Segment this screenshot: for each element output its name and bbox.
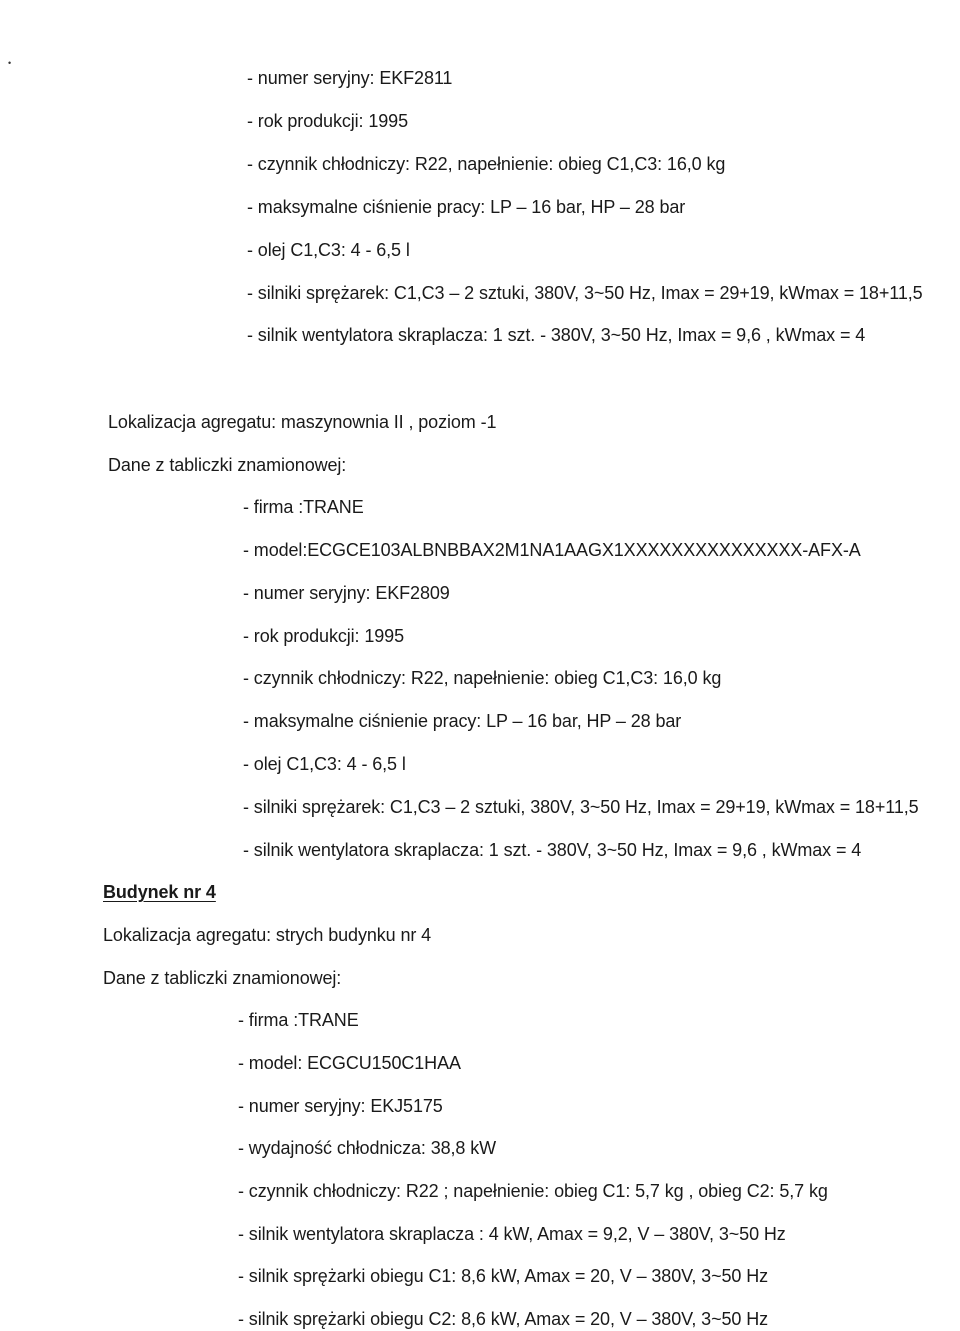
section3-item-compressor-c2: - silnik sprężarki obiegu C2: 8,6 kW, Amax = 20, V – 380V, 3~50 Hz (238, 1309, 769, 1329)
section3-plate-header: Dane z tabliczki znamionowej: (103, 968, 342, 988)
section3-item-compressor-c1: - silnik sprężarki obiegu C1: 8,6 kW, Amax = 20, V – 380V, 3~50 Hz (238, 1266, 769, 1286)
section3-item-brand: - firma :TRANE (238, 1010, 359, 1030)
section2-item-oil: - olej C1,C3: 4 - 6,5 l (243, 754, 406, 774)
section3-item-refrigerant: - czynnik chłodniczy: R22 ; napełnienie: obieg C1: 5,7 kg , obieg C2: 5,7 kg (238, 1181, 828, 1201)
section3-item-capacity: - wydajność chłodnicza: 38,8 kW (238, 1138, 497, 1158)
section3-item-serial: - numer seryjny: EKJ5175 (238, 1096, 443, 1116)
scan-speck: • (8, 58, 12, 68)
section1-item-refrigerant: - czynnik chłodniczy: R22, napełnienie: obieg C1,C3: 16,0 kg (247, 154, 726, 174)
section2-item-refrigerant: - czynnik chłodniczy: R22, napełnienie: obieg C1,C3: 16,0 kg (243, 668, 722, 688)
section2-plate-header: Dane z tabliczki znamionowej: (108, 455, 347, 475)
section2-item-compressors: - silniki sprężarek: C1,C3 – 2 sztuki, 380V, 3~50 Hz, Imax = 29+19, kWmax = 18+11,5 (243, 797, 919, 817)
section1-item-fan-motor: - silnik wentylatora skraplacza: 1 szt. - 380V, 3~50 Hz, Imax = 9,6 , kWmax = 4 (247, 325, 866, 345)
section1-item-pressure: - maksymalne ciśnienie pracy: LP – 16 bar, HP – 28 bar (247, 197, 686, 217)
section1-item-year: - rok produkcji: 1995 (247, 111, 408, 131)
section2-location: Lokalizacja agregatu: maszynownia II , poziom -1 (108, 412, 497, 432)
section2-item-pressure: - maksymalne ciśnienie pracy: LP – 16 bar, HP – 28 bar (243, 711, 682, 731)
section2-item-serial: - numer seryjny: EKF2809 (243, 583, 450, 603)
section3-item-model: - model: ECGCU150C1HAA (238, 1053, 461, 1073)
section3-item-fan-motor: - silnik wentylatora skraplacza : 4 kW, Amax = 9,2, V – 380V, 3~50 Hz (238, 1224, 786, 1244)
section3-location: Lokalizacja agregatu: strych budynku nr 4 (103, 925, 432, 945)
section2-item-year: - rok produkcji: 1995 (243, 626, 404, 646)
section1-item-serial: - numer seryjny: EKF2811 (247, 68, 453, 88)
section2-item-model: - model:ECGCE103ALBNBBAX2M1NA1AAGX1XXXXXXXXXXXXXXX-AFX-A (243, 540, 861, 560)
building-heading: Budynek nr 4 (103, 882, 216, 902)
section2-item-fan-motor: - silnik wentylatora skraplacza: 1 szt. - 380V, 3~50 Hz, Imax = 9,6 , kWmax = 4 (243, 840, 862, 860)
section2-item-brand: - firma :TRANE (243, 497, 364, 517)
section1-item-oil: - olej C1,C3: 4 - 6,5 l (247, 240, 410, 260)
section1-item-compressors: - silniki sprężarek: C1,C3 – 2 sztuki, 380V, 3~50 Hz, Imax = 29+19, kWmax = 18+11,5 (247, 283, 923, 303)
